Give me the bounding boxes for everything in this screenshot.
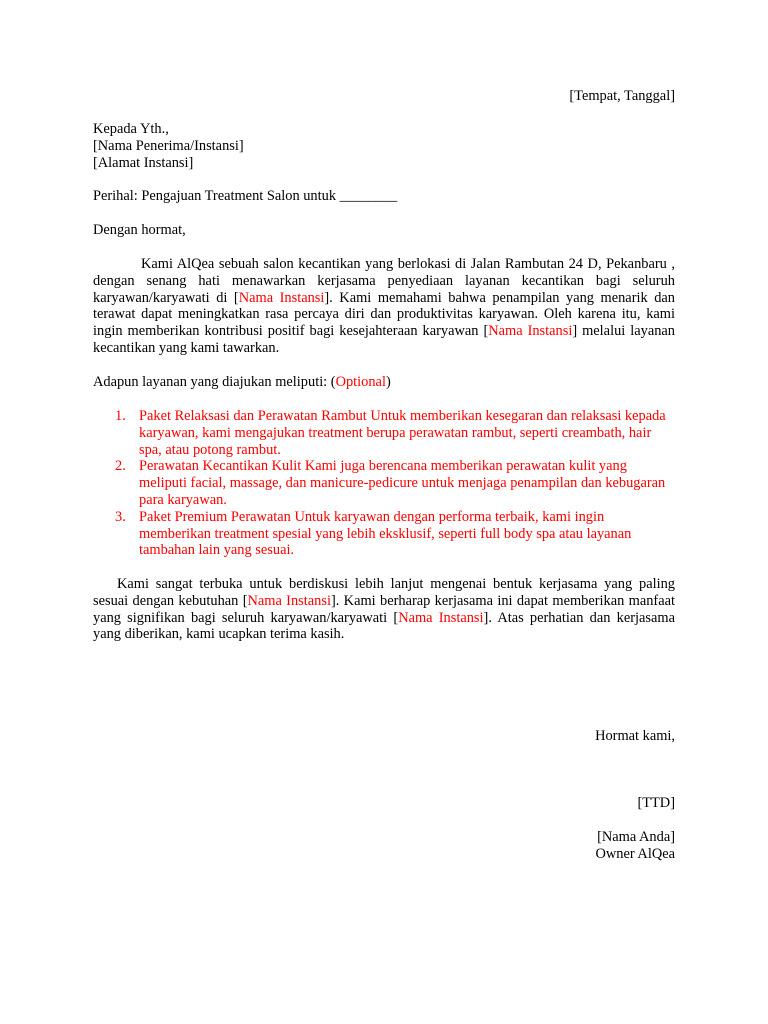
optional-label: Optional [335, 374, 386, 390]
place-date: [Tempat, Tanggal] [569, 88, 675, 104]
intro-text-2: ]. Kami memahami bahwa penampilan yang menarik dan terawat dapat meningkatkan rasa percaya diri dan produktivitas karyawan. Oleh karena itu, kami ingin memberikan kontribusi positif bagi kesejahteraan karyawan [ [93, 289, 675, 340]
signature-placeholder: [TTD] [637, 795, 675, 811]
service-item [93, 458, 675, 508]
subject-line: Perihal: Pengajuan Treatment Salon untuk ________ [93, 188, 398, 204]
service-text: Paket Relaksasi dan Perawatan Rambut Untuk memberikan kesegaran dan relaksasi kepada karyawan, kami mengajukan treatment berupa perawatan rambut, seperti creambath, hair spa, atau potong rambut. [139, 408, 666, 458]
service-item [93, 408, 675, 458]
closing-text-1: Kami sangat terbuka untuk berdiskusi lebih lanjut mengenai bentuk kerjasama yang paling sesuai dengan kebutuhan [ [93, 576, 675, 609]
services-intro-text: Adapun layanan yang diajukan meliputi: ( [93, 374, 336, 390]
closing-text-3: ]. Atas perhatian dan kerjasama yang diberikan, kami ucapkan terima kasih. [93, 609, 675, 643]
service-item [93, 509, 675, 559]
placeholder-nama-instansi: Nama Instansi [488, 323, 573, 340]
services-list [93, 408, 675, 559]
placeholder-nama-instansi: Nama Instansi [238, 289, 325, 306]
intro-text-3: ] melalui layanan kecantikan yang kami tawarkan. [93, 323, 675, 356]
placeholder-nama-instansi: Nama Instansi [247, 592, 331, 609]
service-text: Perawatan Kecantikan Kulit Kami juga berencana memberikan perawatan kulit yang meliputi facial, massage, dan manicure-pedicure untuk menjaga penampilan dan kebugaran para karyawan. [139, 458, 666, 508]
recipient-address: [Alamat Instansi] [93, 154, 194, 171]
regards: Hormat kami, [595, 728, 675, 744]
closing-text-2: ]. Kami berharap kerjasama ini dapat memberikan manfaat yang signifikan bagi seluruh karyawan/karyawati [ [93, 592, 675, 626]
service-number: 1. [115, 408, 126, 424]
intro-paragraph [93, 256, 675, 357]
services-intro-close: ) [385, 374, 391, 390]
service-text: Paket Premium Perawatan Untuk karyawan dengan performa terbaik, kami ingin memberikan treatment spesial yang lebih eksklusif, seperti full body spa atau layanan tambahan lain yang sesuai. [139, 508, 632, 559]
service-number: 2. [115, 458, 126, 475]
sender-name: [Nama Anda] [597, 829, 675, 845]
recipient-to-label: Kepada Yth., [93, 121, 169, 137]
recipient-block [93, 121, 675, 171]
closing-paragraph [93, 576, 675, 643]
service-number: 3. [115, 508, 126, 525]
services-intro [93, 374, 675, 391]
sender-title: Owner AlQea [595, 846, 675, 862]
recipient-name: [Nama Penerima/Instansi] [93, 137, 244, 154]
intro-text-1: Kami AlQea sebuah salon kecantikan yang berlokasi di Jalan Rambutan 24 D, Pekanbaru , dengan senang hati menawarkan kerjasama penyediaan layanan kecantikan bagi seluruh karyawan/karyawati di [ [93, 256, 675, 306]
placeholder-nama-instansi: Nama Instansi [398, 609, 484, 626]
greeting: Dengan hormat, [93, 222, 186, 238]
